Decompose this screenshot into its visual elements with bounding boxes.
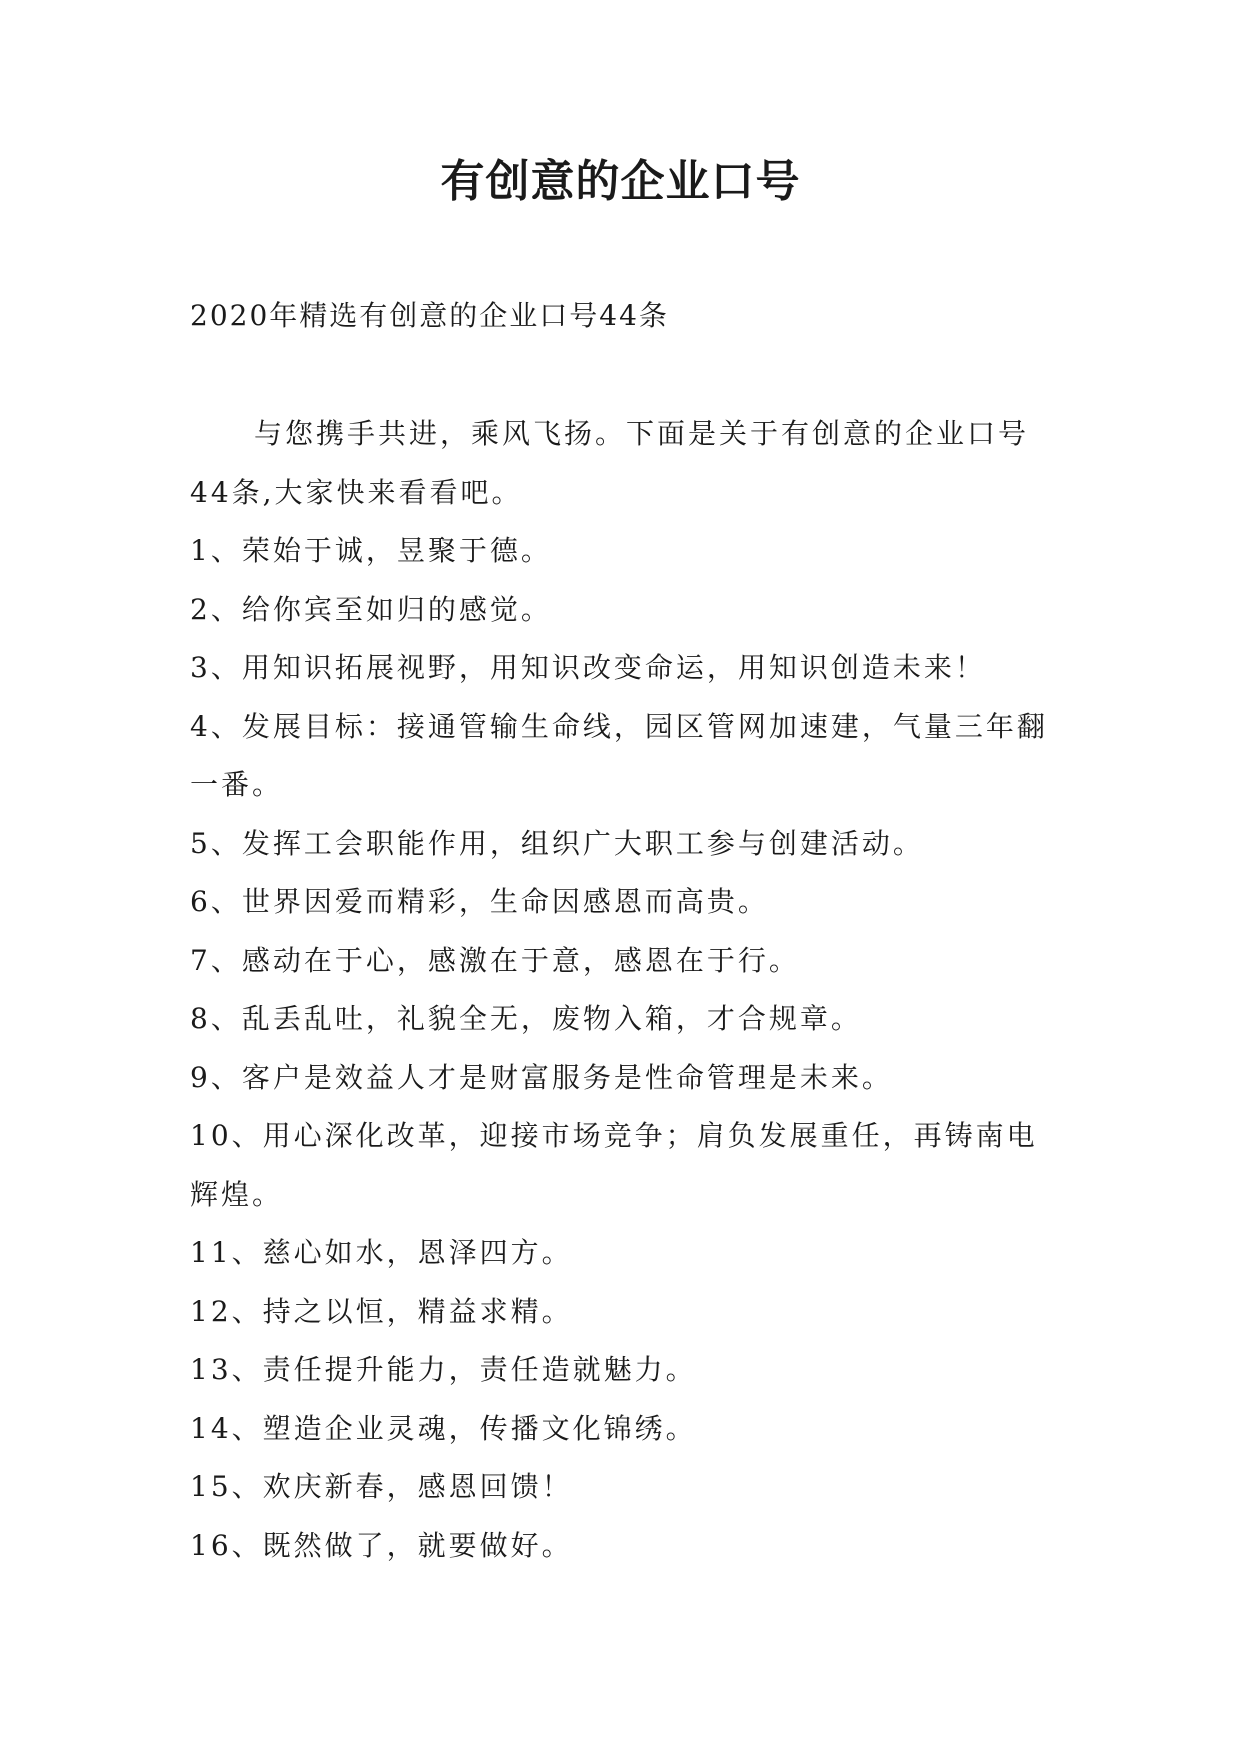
document-title: 有创意的企业口号: [440, 156, 801, 207]
intro-paragraph: 与您携手共进，乘风飞扬。下面是关于有创意的企业口号44条,大家快来看看吧。: [190, 417, 1030, 509]
list-item: 5、发挥工会职能作用，组织广大职工参与创建活动。: [190, 826, 924, 860]
list-item: 12、持之以恒，精益求精。: [190, 1294, 573, 1328]
document-body: [190, 405, 1050, 1575]
list-item: 6、世界因爱而精彩，生命因感恩而高贵。: [190, 885, 769, 918]
list-item: 8、乱丢乱吐，礼貌全无，废物入箱，才合规章。: [190, 1002, 862, 1035]
list-item: 3、用知识拓展视野，用知识改变命运，用知识创造未来！: [190, 651, 986, 684]
list-item: 10、用心深化改革，迎接市场竞争；肩负发展重任，再铸南电辉煌。: [190, 1119, 1038, 1211]
list-item: 16、既然做了，就要做好。: [190, 1528, 573, 1562]
document-subtitle: 2020年精选有创意的企业口号44条: [190, 299, 669, 332]
list-item: 15、欢庆新春，感恩回馈！: [190, 1470, 573, 1503]
list-item: 4、发展目标：接通管输生命线，园区管网加速建，气量三年翻一番。: [190, 709, 1048, 801]
list-item: 1、荣始于诚，昱聚于德。: [190, 534, 552, 567]
list-item: 11、慈心如水，恩泽四方。: [190, 1236, 573, 1269]
list-item: 9、客户是效益人才是财富服务是性命管理是未来。: [190, 1060, 893, 1094]
list-item: 13、责任提升能力，责任造就魅力。: [190, 1353, 697, 1386]
list-item: 7、感动在于心，感激在于意，感恩在于行。: [190, 943, 800, 977]
list-item: 14、塑造企业灵魂，传播文化锦绣。: [190, 1411, 697, 1445]
list-item: 2、给你宾至如归的感觉。: [190, 592, 552, 626]
